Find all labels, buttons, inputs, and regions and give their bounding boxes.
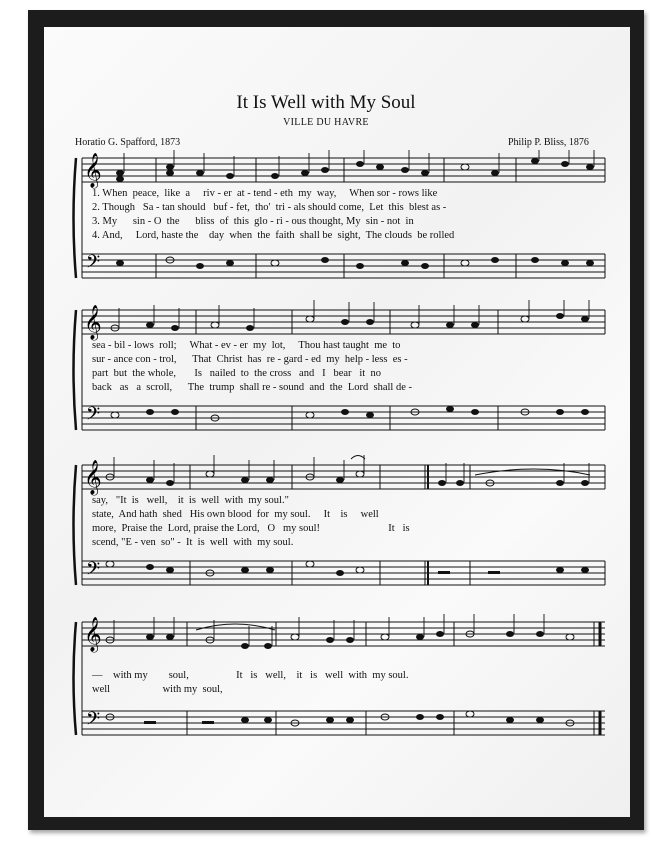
verse-line: scend, "E - ven so" - It is well with my soul. — [92, 537, 294, 548]
lyrics-system-1 — [92, 188, 608, 244]
tie — [475, 469, 590, 475]
verse-line: 1. When peace, like a riv - er at - tend - eth my way, When sor - rows like — [92, 188, 438, 199]
verse-line: part but the whole, Is nailed to the cross and I bear it no — [92, 368, 381, 379]
lyricist-credit: Horatio G. Spafford, 1873 — [75, 137, 181, 148]
treble-clef-icon: 𝄞 — [84, 618, 102, 651]
treble-clef-icon: 𝄞 — [84, 306, 102, 339]
treble-staff — [82, 622, 605, 646]
verse-line: state, And hath shed His own blood for my soul. It is well — [92, 509, 379, 520]
verse-line: more, Praise the Lord, praise the Lord, O my soul! It is — [92, 523, 410, 534]
brace — [74, 158, 77, 278]
hymn-title: It Is Well with My Soul — [236, 92, 416, 113]
tie — [196, 624, 275, 630]
lyrics-system-2 — [92, 340, 608, 396]
lyrics-system-3 — [92, 495, 608, 551]
bass-staff — [82, 711, 605, 735]
verse-line: back as a scroll, The trump shall re - sound and the Lord shall de - — [92, 382, 412, 393]
composer-credit: Philip P. Bliss, 1876 — [508, 137, 589, 148]
treble-clef-icon: 𝄞 — [84, 461, 102, 494]
verse-line: 2. Though Sa - tan should buf - fet, tho' tri - als should come, Let this blest as - — [92, 202, 447, 213]
stems — [119, 300, 589, 328]
verse-line: well with my soul, — [92, 684, 223, 695]
bass-clef-icon: 𝄢 — [86, 403, 101, 428]
treble-clef-icon: 𝄞 — [84, 154, 102, 187]
brace — [74, 310, 77, 430]
verse-line: sur - ance con - trol, That Christ has re - gard - ed my help - less es - — [92, 354, 408, 365]
verse-line: sea - bil - lows roll; What - ev - er my lot, Thou hast taught me to — [92, 340, 401, 351]
verse-line: say, "It is well, it is well with my soul." — [92, 495, 289, 506]
tune-name: VILLE DU HAVRE — [283, 117, 369, 128]
brace — [74, 465, 77, 585]
fermata-icon — [351, 456, 365, 460]
lyrics-system-4 — [92, 670, 608, 698]
bass-clef-icon: 𝄢 — [86, 251, 101, 276]
bass-clef-icon: 𝄢 — [86, 558, 101, 583]
verse-line: 4. And, Lord, haste the day when the faith shall be sight, The clouds be rolled — [92, 230, 455, 241]
verse-line: — with my soul, It is well, it is well with my soul. — [92, 670, 409, 681]
verse-line: 3. My sin - O the bliss of this glo - ri - ous thought, My sin - not in — [92, 216, 414, 227]
bass-clef-icon: 𝄢 — [86, 708, 101, 733]
brace — [74, 622, 77, 735]
